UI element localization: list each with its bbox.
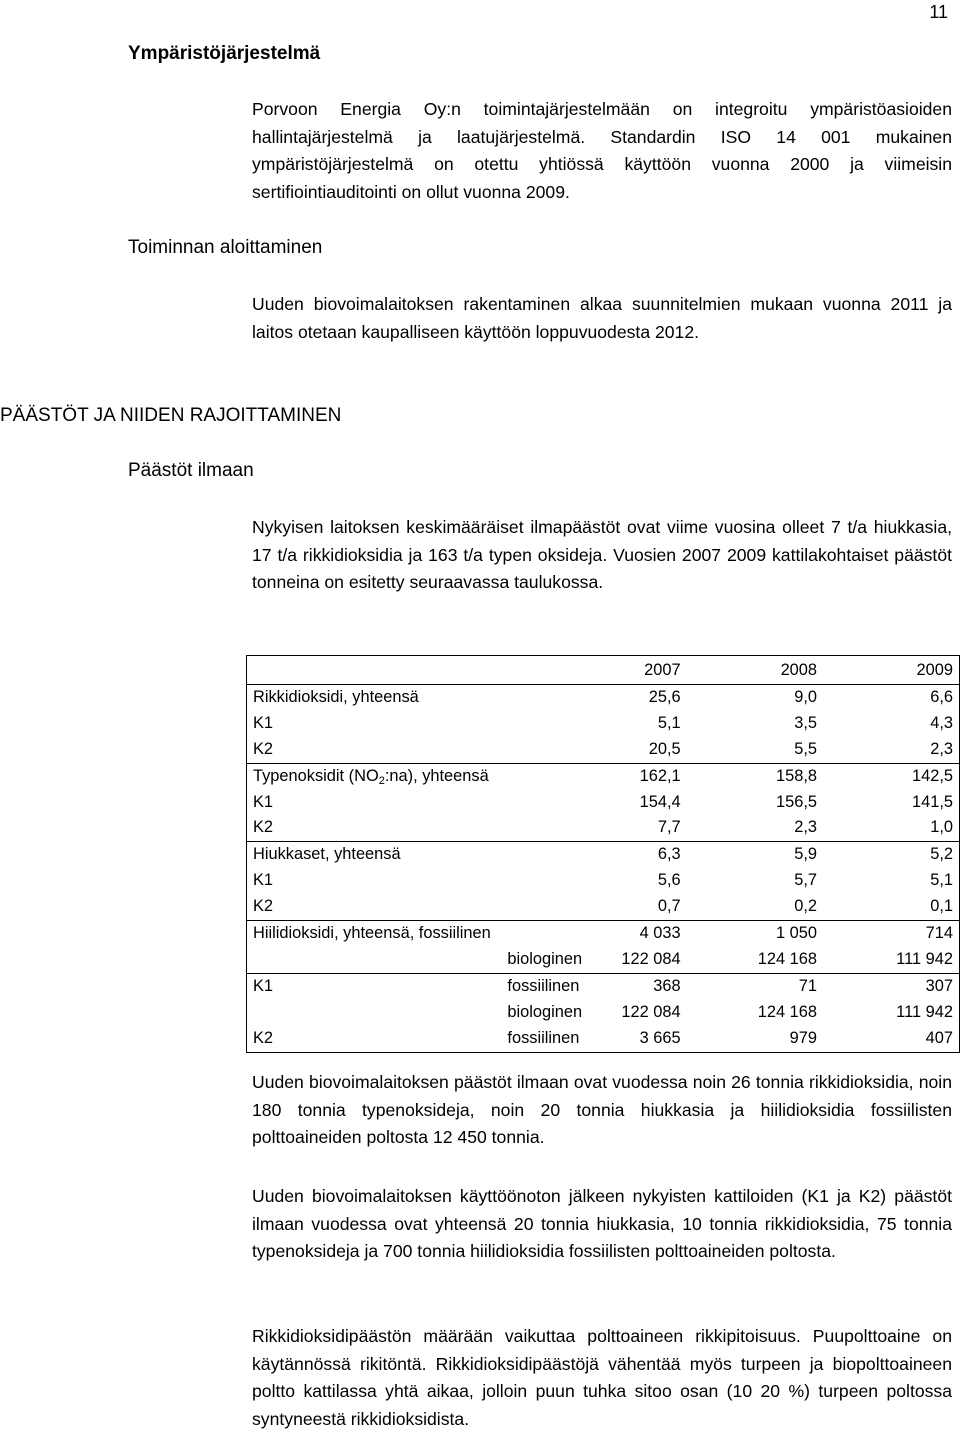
cell-2007: 122 084 bbox=[621, 949, 681, 968]
header-year-2009: 2009 bbox=[916, 661, 953, 679]
emissions-table bbox=[246, 655, 960, 1053]
cell-2008: 1 050 bbox=[687, 921, 823, 947]
table-row bbox=[247, 1026, 960, 1052]
row-label: K2 bbox=[253, 818, 274, 837]
table-header-row bbox=[247, 656, 960, 685]
cell-2007: 162,1 bbox=[595, 763, 686, 789]
sublabel-biologinen: biologinen bbox=[507, 1002, 583, 1021]
cell-2008: 5,5 bbox=[794, 739, 818, 758]
row-label: K2 bbox=[253, 739, 274, 758]
row-label: K1 bbox=[253, 792, 274, 811]
row-label-typenoksidit bbox=[247, 763, 596, 789]
cell-2007: 5,1 bbox=[657, 713, 681, 732]
cell-2008: 5,7 bbox=[794, 871, 818, 890]
table-row bbox=[247, 973, 960, 999]
row-label: Rikkidioksidi, yhteensä bbox=[247, 684, 596, 710]
cell-2009: 5,2 bbox=[823, 842, 959, 868]
cell-2007: 368 bbox=[595, 973, 686, 999]
page-number: 11 bbox=[929, 2, 948, 22]
heading-paastot-ja-niiden-rajoittaminen: PÄÄSTÖT JA NIIDEN RAJOITTAMINEN bbox=[0, 405, 342, 426]
no2-subscript: 2 bbox=[378, 774, 385, 787]
cell-2007: 20,5 bbox=[648, 739, 681, 758]
paragraph-paastot-intro: Nykyisen laitoksen keskimääräiset ilmapäästöt ovat viime vuosina olleet 7 t/a hiukkasia, 17 t/a rikkidioksidia ja 163 t/a typen oksideja. Vuosien 2007 2009 kattilakohtaiset päästöt tonneina on esitetty seuraavassa taulukossa. bbox=[252, 517, 952, 592]
row-sublabel bbox=[247, 1000, 596, 1026]
table-row bbox=[247, 684, 960, 710]
sublabel-biologinen: biologinen bbox=[507, 949, 583, 968]
cell-2008: 124 168 bbox=[757, 949, 818, 968]
row-label: Hiilidioksidi, yhteensä, fossiilinen bbox=[247, 921, 596, 947]
paragraph-ymparistojarjestelma: Porvoon Energia Oy:n toimintajärjestelmään on integroitu ympäristöasioiden hallintajärjestelmä ja laatujärjestelmä. Standardin ISO 14 001 mukainen ympäristöjärjestelmä on otettu yhtiössä käyttöön vuonna 2000 ja viimeisin sertifiointiauditointi on ollut vuonna 2009. bbox=[252, 99, 952, 202]
row-label: K1 bbox=[253, 871, 274, 890]
cell-2009: 141,5 bbox=[911, 792, 953, 811]
row-label bbox=[247, 973, 596, 999]
cell-2008: 3,5 bbox=[794, 713, 818, 732]
cell-2007: 3 665 bbox=[639, 1028, 681, 1047]
cell-2009: 111 942 bbox=[896, 949, 953, 968]
cell-2007: 122 084 bbox=[621, 1002, 681, 1021]
cell-2009: 407 bbox=[925, 1028, 953, 1047]
cell-2008: 0,2 bbox=[794, 897, 818, 916]
cell-2007: 25,6 bbox=[595, 684, 686, 710]
cell-2009: 1,0 bbox=[930, 818, 953, 837]
cell-2007: 6,3 bbox=[595, 842, 686, 868]
paragraph-toiminnan-aloittaminen: Uuden biovoimalaitoksen rakentaminen alkaa suunnitelmien mukaan vuonna 2011 ja laitos otetaan kaupalliseen käyttöön loppuvuodesta 2012. bbox=[252, 294, 952, 342]
table-row bbox=[247, 921, 960, 947]
cell-2008: 5,9 bbox=[687, 842, 823, 868]
table-row bbox=[247, 763, 960, 789]
row-label: K1 bbox=[253, 713, 274, 732]
cell-2008: 979 bbox=[789, 1028, 818, 1047]
row-label-boiler: K1 bbox=[253, 976, 274, 995]
cell-2007: 154,4 bbox=[639, 792, 681, 811]
row-label-fuel: fossiilinen bbox=[507, 976, 580, 995]
cell-2008: 158,8 bbox=[687, 763, 823, 789]
table-row bbox=[247, 737, 960, 763]
cell-2007: 5,6 bbox=[657, 871, 681, 890]
table-row bbox=[247, 842, 960, 868]
header-year-2008: 2008 bbox=[780, 661, 818, 679]
heading-toiminnan-aloittaminen: Toiminnan aloittaminen bbox=[128, 237, 323, 258]
cell-2009: 307 bbox=[823, 973, 959, 999]
row-label bbox=[247, 1026, 596, 1052]
cell-2009: 5,1 bbox=[930, 871, 953, 890]
paragraph-rikkidioksidi: Rikkidioksidipäästön määrään vaikuttaa polttoaineen rikkipitoisuus. Puupolttoaine on käytännössä rikitöntä. Rikkidioksidipäästöjä vähentää myös turpeen ja biopolttoaineen poltto kattilassa yhtä aikaa, jolloin puun tuhka sitoo osan (10 20 %) turpeen poltossa syntyneestä rikkidioksidista. bbox=[252, 1326, 952, 1429]
row-label-fuel: fossiilinen bbox=[507, 1028, 580, 1047]
table-row bbox=[247, 790, 960, 816]
cell-2009: 4,3 bbox=[930, 713, 953, 732]
cell-2009: 0,1 bbox=[930, 897, 953, 916]
row-label-boiler: K2 bbox=[253, 1028, 274, 1047]
cell-2009: 6,6 bbox=[823, 684, 959, 710]
cell-2008: 2,3 bbox=[794, 818, 818, 837]
cell-2007: 4 033 bbox=[595, 921, 686, 947]
table-row bbox=[247, 868, 960, 894]
row-sublabel bbox=[247, 947, 596, 973]
cell-2009: 714 bbox=[823, 921, 959, 947]
table-row bbox=[247, 815, 960, 841]
no2-label-pre: Typenoksidit (NO bbox=[253, 766, 379, 785]
cell-2007: 0,7 bbox=[657, 897, 681, 916]
cell-2008: 9,0 bbox=[687, 684, 823, 710]
paragraph-kayttoonotto: Uuden biovoimalaitoksen käyttöönoton jälkeen nykyisten kattiloiden (K1 ja K2) päästöt ilmaan vuodessa ovat yhteensä 20 tonnia hiukkasia, 10 tonnia rikkidioksidia, 75 tonnia typenoksideja ja 700 tonnia hiilidioksidia fossiilisten polttoaineiden poltosta. bbox=[252, 1186, 952, 1261]
cell-2007: 7,7 bbox=[657, 818, 681, 837]
paragraph-uusi-laitos-paastot: Uuden biovoimalaitoksen päästöt ilmaan ovat vuodessa noin 26 tonnia rikkidioksidia, noin 180 tonnia typenoksideja, noin 20 tonnia hiukkasia ja hiilidioksidia fossiilisten polttoaineiden poltosta 12 450 tonnia. bbox=[252, 1072, 952, 1147]
heading-ymparistojarjestelma: Ympäristöjärjestelmä bbox=[128, 43, 321, 64]
cell-2008: 124 168 bbox=[757, 1002, 818, 1021]
header-year-2007: 2007 bbox=[644, 661, 681, 679]
table-row bbox=[247, 1000, 960, 1026]
table-row bbox=[247, 894, 960, 920]
cell-2009: 2,3 bbox=[930, 739, 953, 758]
header-empty bbox=[247, 656, 596, 685]
cell-2008: 156,5 bbox=[776, 792, 818, 811]
cell-2009: 111 942 bbox=[896, 1002, 953, 1021]
cell-2008: 71 bbox=[687, 973, 823, 999]
cell-2009: 142,5 bbox=[823, 763, 959, 789]
row-label: Hiukkaset, yhteensä bbox=[247, 842, 596, 868]
no2-label-post: :na), yhteensä bbox=[384, 766, 489, 785]
table-row bbox=[247, 947, 960, 973]
table-row bbox=[247, 711, 960, 737]
row-label: K2 bbox=[253, 897, 274, 916]
heading-paastot-ilmaan: Päästöt ilmaan bbox=[128, 460, 254, 481]
